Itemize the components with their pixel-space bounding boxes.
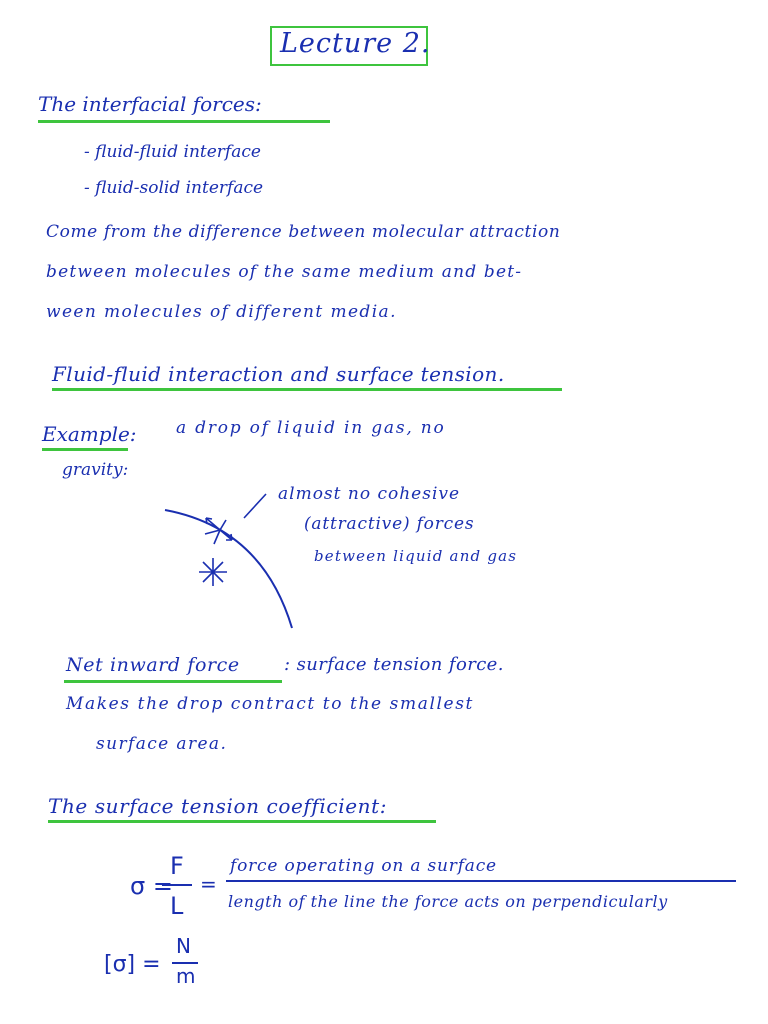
heading-underline (48, 820, 436, 823)
units-numerator: N (176, 934, 191, 958)
body-line: Makes the drop contract to the smallest (66, 694, 474, 714)
annotation-line: (attractive) forces (304, 514, 475, 534)
lecture-title: Lecture 2. (280, 28, 431, 59)
example-text: a drop of liquid in gas, no (176, 418, 446, 438)
example-label: Example: (42, 422, 137, 446)
bullet-fluid-solid: - fluid-solid interface (84, 178, 264, 198)
annotation-pointer (244, 494, 266, 518)
net-inward-force-label: Net inward force (66, 654, 240, 676)
fraction-bar (162, 884, 192, 886)
annotation-line: between liquid and gas (314, 547, 518, 565)
units-left: [σ] = (104, 952, 161, 977)
surface-tension-coefficient-heading: The surface tension coefficient: (48, 794, 388, 818)
formula-equals: = (200, 872, 217, 896)
example-text-cont: gravity: (62, 460, 129, 480)
bullet-fluid-fluid: - fluid-fluid interface (84, 142, 261, 162)
surface-molecule-arrows-icon (205, 518, 232, 544)
annotation-line: almost no cohesive (278, 484, 461, 504)
body-line: between molecules of the same medium and bet- (46, 262, 523, 282)
body-line: Come from the difference between molecular attraction (46, 222, 561, 242)
formula-denominator: L (170, 892, 184, 920)
formula-numerator: F (170, 852, 184, 880)
net-inward-underline (64, 680, 282, 683)
net-inward-text: : surface tension force. (284, 654, 504, 675)
units-denominator: m (176, 964, 196, 988)
word-denominator: length of the line the force acts on perpendicularly (228, 892, 668, 911)
sigma-symbol: σ = (130, 872, 173, 900)
interior-molecule-star-icon (199, 558, 227, 586)
body-line: surface area. (96, 734, 228, 754)
word-fraction-bar (226, 880, 736, 882)
word-numerator: force operating on a surface (230, 856, 497, 876)
drop-surface-curve (165, 510, 292, 628)
interfacial-forces-heading: The interfacial forces: (38, 92, 262, 116)
body-line: ween molecules of different media. (46, 302, 397, 322)
fluid-fluid-heading: Fluid-fluid interaction and surface tension. (52, 362, 505, 386)
